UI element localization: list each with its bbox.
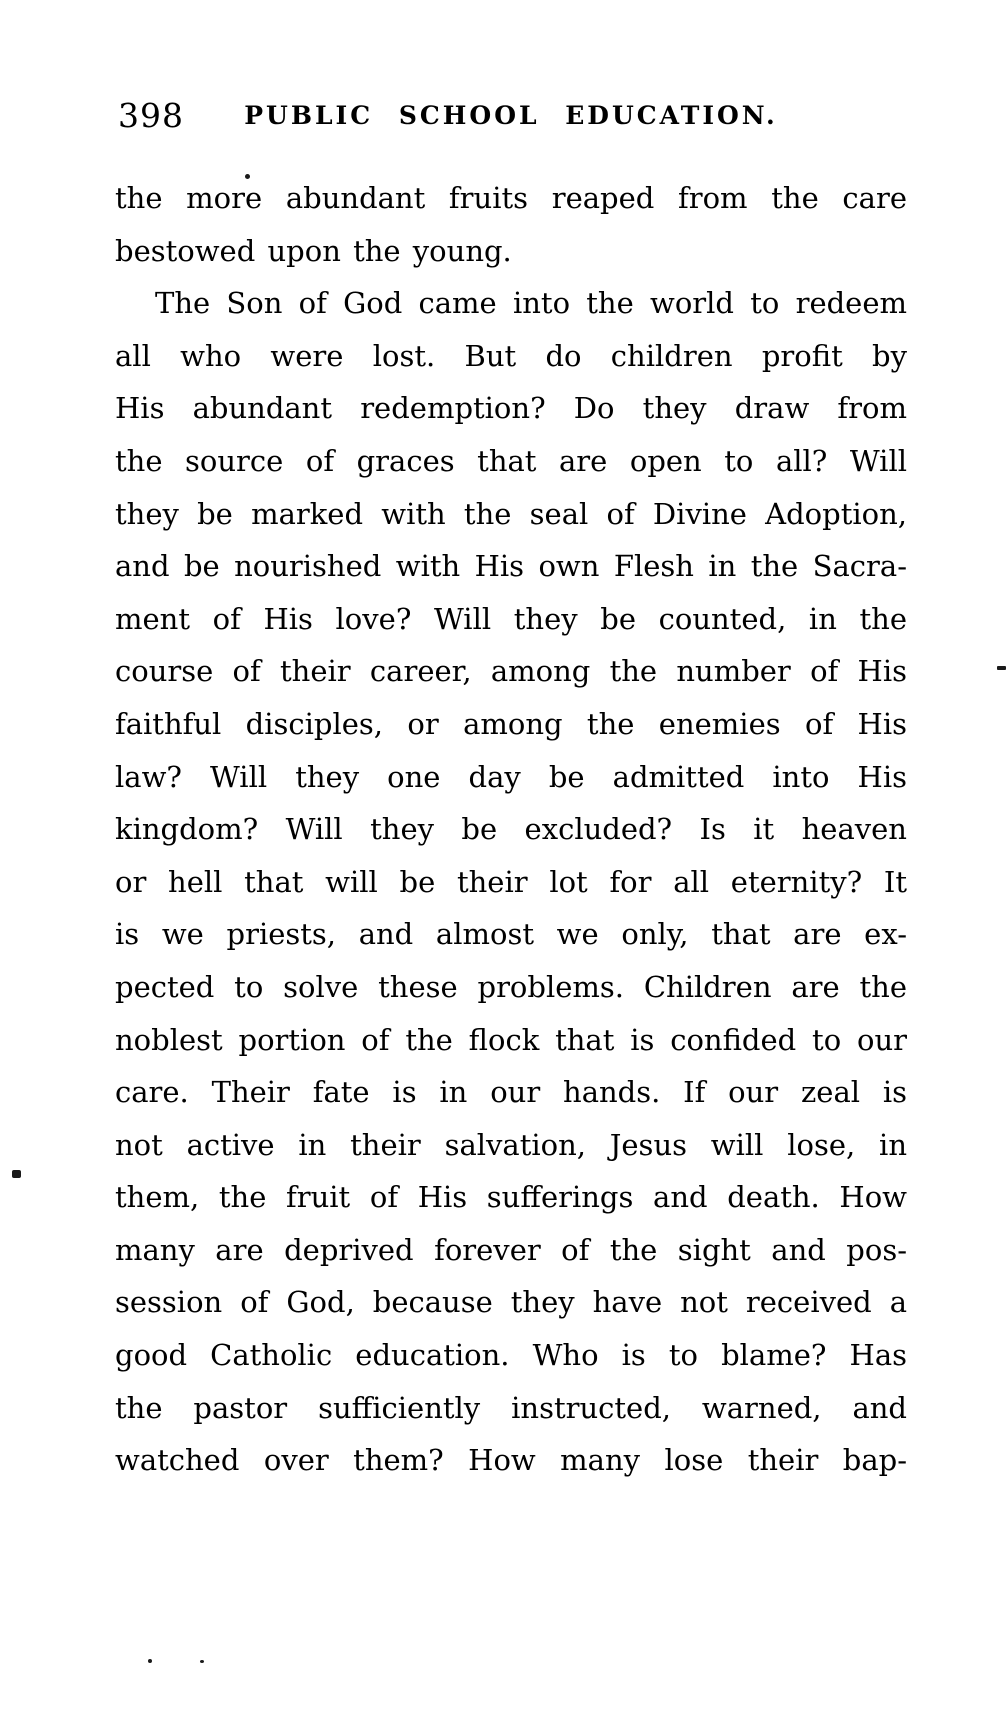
body-line: care. Their fate is in our hands. If our zeal is — [115, 1075, 907, 1110]
body-line: the pastor sufficiently instructed, warned, and — [115, 1390, 907, 1425]
running-header — [115, 96, 907, 136]
body-line: the source of graces that are open to all? Will — [115, 443, 907, 478]
body-line: them, the fruit of His sufferings and death. How — [115, 1180, 907, 1215]
body-line: session of God, because they have not received a — [115, 1285, 907, 1320]
body-line: ment of His love? Will they be counted, in the — [115, 601, 907, 636]
scan-artifact-dot — [200, 1660, 204, 1663]
body-line: kingdom? Will they be excluded? Is it heaven — [115, 812, 907, 847]
body-line: His abundant redemption? Do they draw from — [115, 391, 907, 426]
scan-artifact-dash — [997, 666, 1006, 670]
body-line: pected to solve these problems. Children are the — [115, 969, 907, 1004]
body-line: faithful disciples, or among the enemies of His — [115, 706, 907, 741]
body-lines — [115, 172, 907, 1487]
body-line: many are deprived forever of the sight and pos- — [115, 1232, 907, 1267]
body-line: noblest portion of the flock that is confided to our — [115, 1022, 907, 1057]
scan-artifact-dot — [12, 1170, 21, 1178]
body-line: The Son of God came into the world to redeem — [155, 286, 907, 321]
scan-artifact-dot — [245, 174, 250, 179]
body-line: not active in their salvation, Jesus will lose, in — [115, 1127, 907, 1162]
body-line: good Catholic education. Who is to blame? Has — [115, 1338, 907, 1373]
body-line: they be marked with the seal of Divine Adoption, — [115, 496, 907, 531]
body-line: all who were lost. But do children profit by — [115, 338, 907, 373]
body-line: watched over them? How many lose their bap- — [115, 1443, 907, 1478]
scan-artifact-dot — [148, 1659, 152, 1663]
page-number: 398 — [118, 96, 184, 135]
body-line: law? Will they one day be admitted into His — [115, 759, 907, 794]
body-line: the more abundant fruits reaped from the care — [115, 181, 907, 215]
body-line: bestowed upon the young. — [115, 233, 512, 268]
body-line: course of their career, among the number of His — [115, 654, 907, 689]
body-line: is we priests, and almost we only, that are ex- — [115, 917, 907, 952]
body-line: or hell that will be their lot for all eternity? It — [115, 864, 907, 899]
body-line: and be nourished with His own Flesh in the Sacra- — [115, 549, 907, 584]
running-title: PUBLIC SCHOOL EDUCATION. — [244, 101, 778, 130]
